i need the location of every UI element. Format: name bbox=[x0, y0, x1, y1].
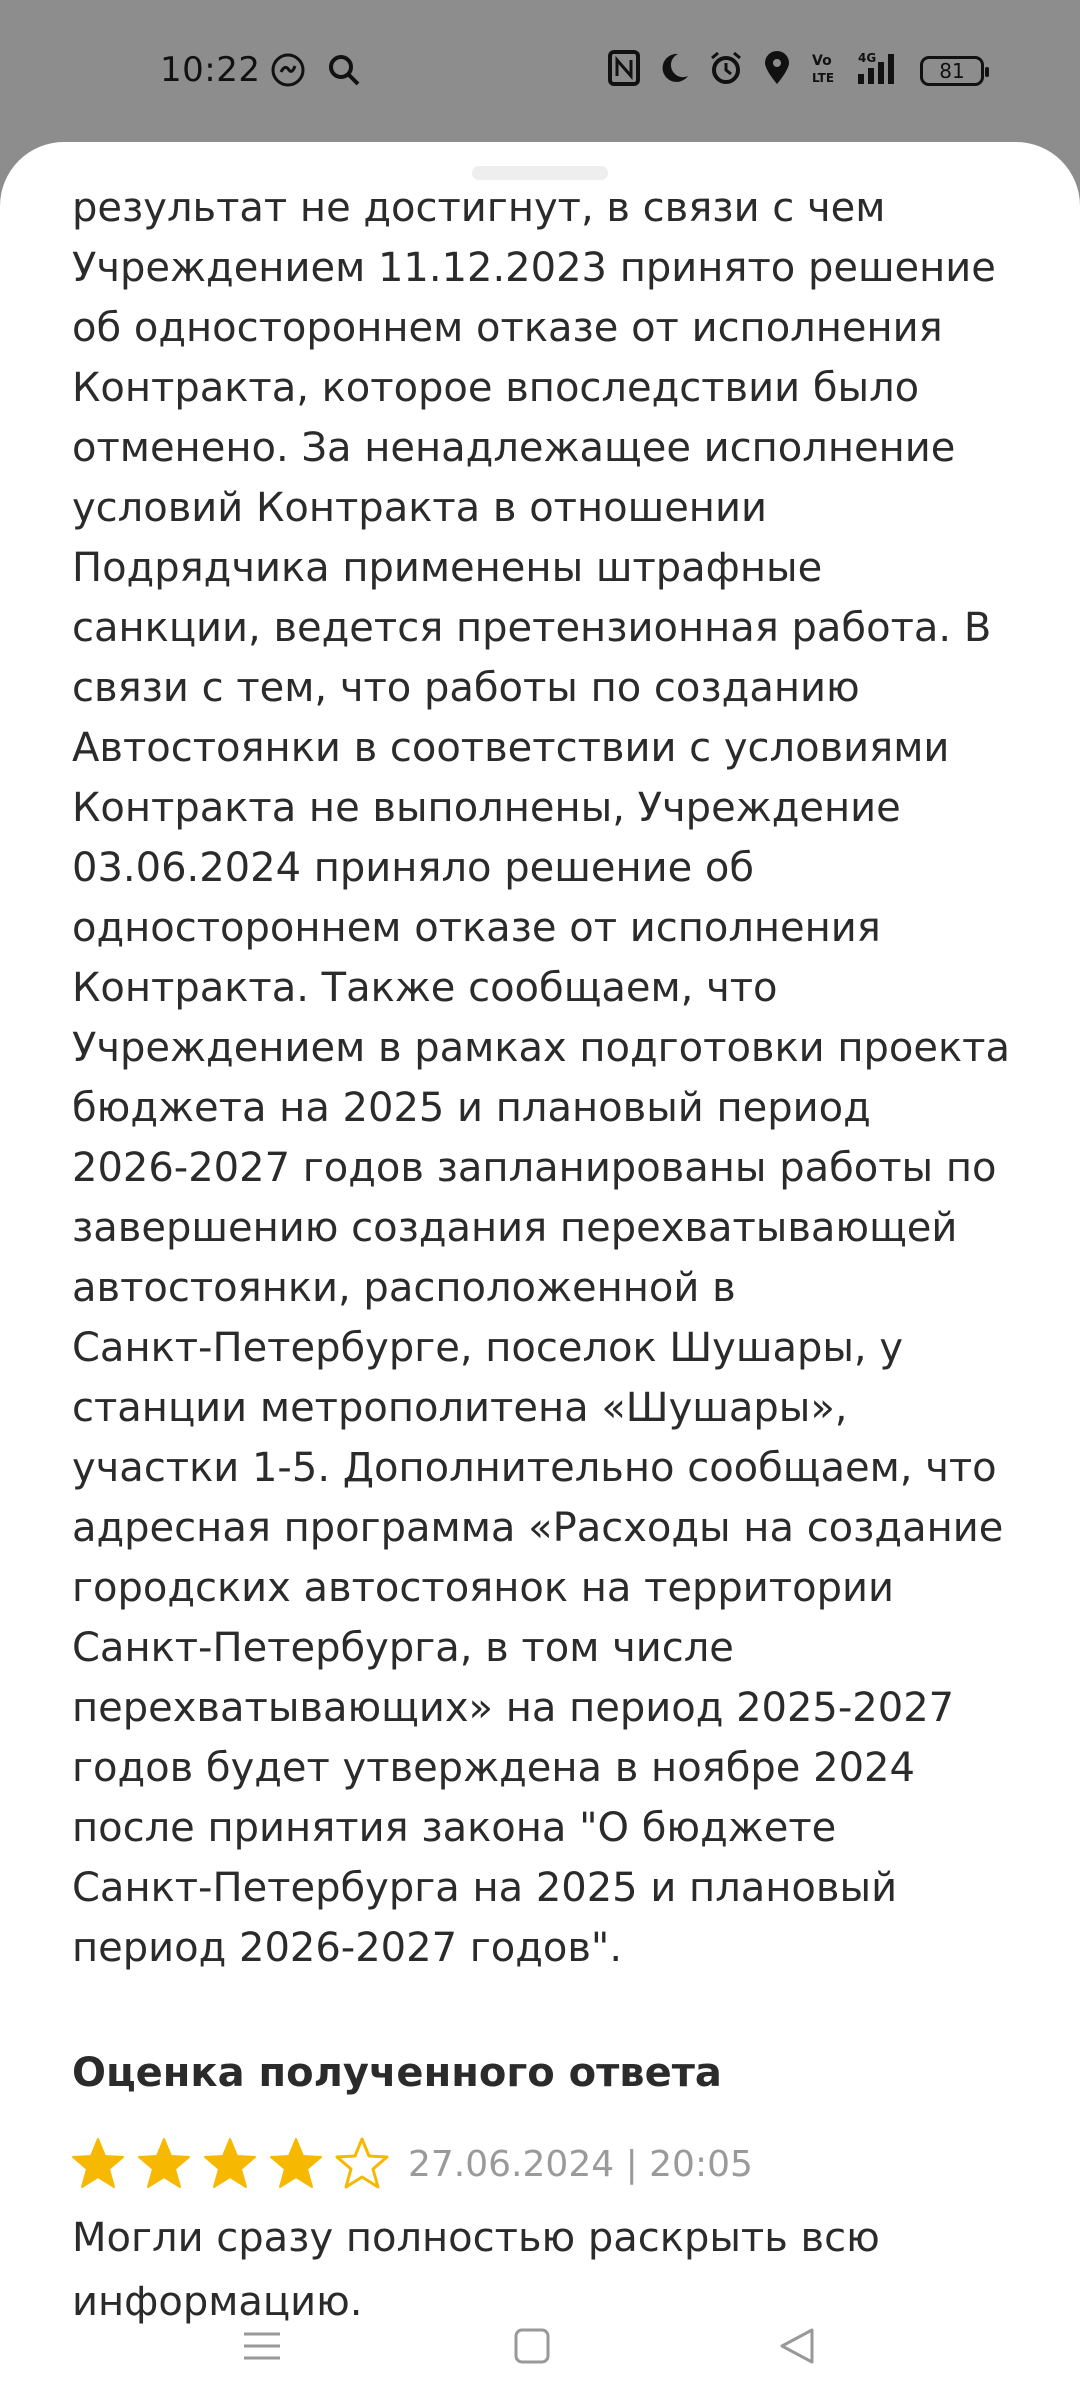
svg-text:4G: 4G bbox=[858, 51, 877, 65]
star-filled-icon[interactable] bbox=[202, 2136, 258, 2192]
svg-text:LTE: LTE bbox=[812, 71, 835, 85]
star-filled-icon[interactable] bbox=[70, 2136, 126, 2192]
rating-title: Оценка полученного ответа bbox=[72, 2050, 722, 2096]
rating-comment: Могли сразу полностью раскрыть всю информацию. bbox=[72, 2215, 880, 2325]
search-icon bbox=[326, 52, 362, 88]
answer-text: результат не достигнут, в связи с чем Учреждением 11.12.2023 принято решение об одностороннем отказе от исполнения Контракта, которое впоследствии было отменено. За ненадлежащее исполнение условий Контракта в отношении Подрядчика применены штрафные санкции, ведется претензионная работа. В связи с тем, что работы по созданию Автостоянки в соответствии с условиями Контракта не выполнены, Учреждение 03.06.2024 приняло решение об одностороннем отказе от исполнения Контракта. Также сообщаем, что Учреждением в рамках подготовки проекта бюджета на 2025 и плановый период 2026-2027 годов запланированы работы по завершению создания перехватывающей автостоянки, расположенной в Санкт-Петербурге, поселок Шушары, у станции метрополитена «Шушары», участки 1-5. Дополнительно сообщаем, что адресная программа «Расходы на создание городских автостоянок на территории Санкт-Петербурга, в том числе перехватывающих» на период 2025-2027 годов будет утверждена в ноябре 2024 после принятия закона "О бюджете Санкт-Петербурга на 2025 и плановый период 2026-2027 годов". bbox=[72, 185, 1010, 1971]
alarm-icon bbox=[708, 50, 744, 86]
home-icon[interactable] bbox=[502, 2316, 562, 2376]
navigation-bar bbox=[0, 2296, 1080, 2400]
location-icon bbox=[762, 50, 792, 86]
status-bar bbox=[0, 0, 1080, 140]
star-filled-icon[interactable] bbox=[136, 2136, 192, 2192]
star-empty-icon[interactable] bbox=[334, 2136, 390, 2192]
signal-4g-icon bbox=[854, 50, 906, 86]
moon-icon bbox=[658, 50, 690, 86]
back-icon[interactable] bbox=[768, 2316, 828, 2376]
menu-icon[interactable] bbox=[232, 2316, 292, 2376]
svg-text:Vo: Vo bbox=[812, 53, 832, 69]
star-filled-icon[interactable] bbox=[268, 2136, 324, 2192]
gesture-icon bbox=[270, 52, 306, 88]
rating-row bbox=[70, 2136, 753, 2192]
status-time: 10:22 bbox=[160, 50, 261, 90]
bottom-sheet bbox=[0, 142, 1080, 2400]
volte-icon bbox=[810, 50, 836, 86]
nfc-icon bbox=[608, 50, 640, 86]
star-rating bbox=[70, 2136, 400, 2192]
rating-datetime: 27.06.2024 | 20:05 bbox=[408, 2143, 753, 2185]
battery-icon: 81 bbox=[920, 56, 984, 86]
